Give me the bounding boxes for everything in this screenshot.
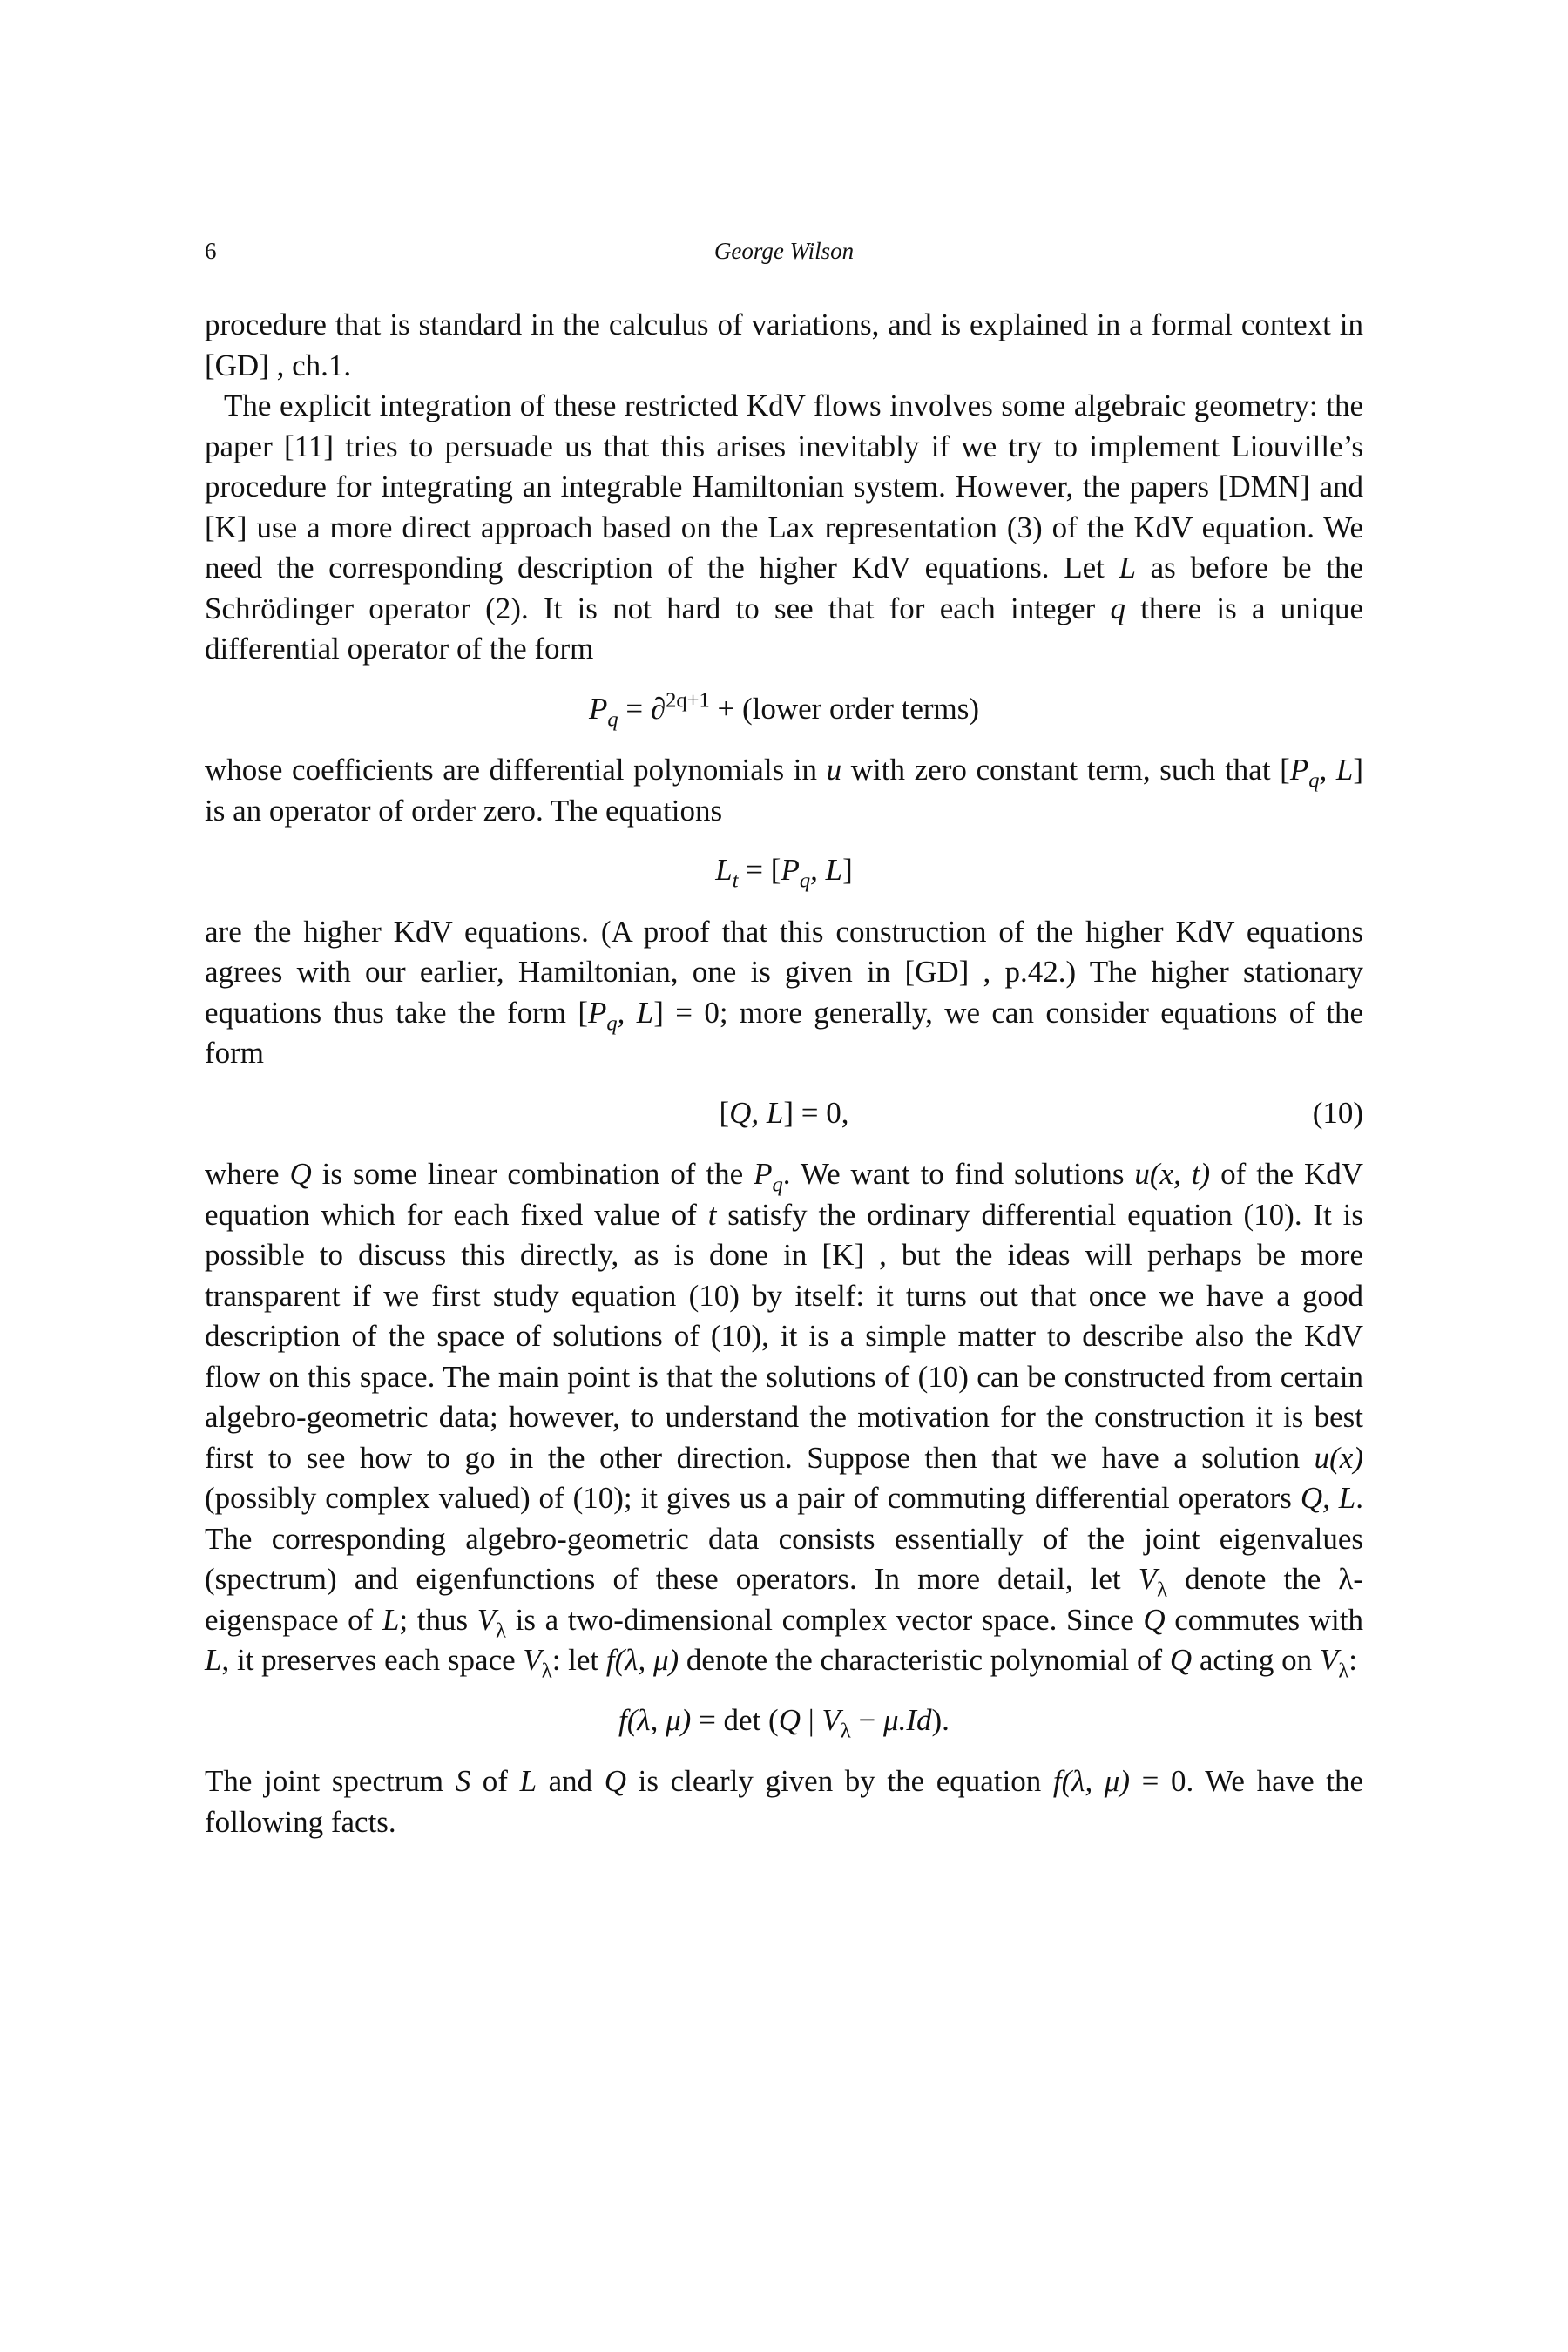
equation-number: (10): [1312, 1095, 1363, 1130]
display-equation: $L_t = [P_q$, L]: [715, 853, 853, 893]
running-head: George Wilson: [713, 238, 855, 264]
paragraph: The explicit integration of these restricted KdV flows involves some algebraic geometry: the paper [11] tries to persuade us that this arises inevitably if we try to implement Liouville’s procedure for integrating an integrable Hamiltonian system. However, the papers [DMN] and [K] use a more direct approach based on the Lax representation (3) of the KdV equation. We need the corresponding description of the higher KdV equations. Let L as before be the Schrödinger operator (2). It is not hard to see that for each integer q there is a unique differential operator of the form: [205, 389, 1363, 666]
paragraph: The joint spectrum S of L and Q is clearly given by the equation f(λ, μ) = 0. We have the following facts.: [205, 1764, 1364, 1839]
display-equation: [Q, L] = 0, (10): [205, 1093, 1363, 1134]
page-number: 6: [205, 238, 217, 264]
page-header: [205, 238, 1363, 273]
paragraph: where Q is some linear combination of the $P_q$. We want to find solutions u(x, t) of the KdV equation which for each fixed value of t satisfy the ordinary differential equation (10). It is possible to discuss this directly, as is done in [K] , but the ideas will perhaps be more transparent if we first study equation (10) by itself: it turns out that once we have a good description of the space of solutions of (10), it is a simple matter to describe also the KdV flow on this space. The main point is that the solutions of (10) can be constructed from certain algebro-geometric data; however, to understand the motivation for the construction it is best first to see how to go in the other direction. Suppose then that we have a solution u(x) (possibly complex valued) of (10); it gives us a pair of commuting differential operators Q, L. The corresponding algebro-geometric data consists essentially of the joint eigenvalues (spectrum) and eigenfunctions of these operators. In more detail, let $V_\lambda$ denote the λ-eigenspace of L; thus $V_\lambda$ is a two-dimensional complex vector space. Since Q commutes with L, it preserves each space $V_\lambda$: let f(λ, μ) denote the characteristic polynomial of Q acting on $V_\lambda$:: [205, 1157, 1363, 1683]
display-equation: $P_q = \partial^{2q+1}$ + (lower order terms): [588, 688, 980, 732]
paragraph: are the higher KdV equations. (A proof that this construction of the higher KdV equations agrees with our earlier, Hamiltonian, one is given in [GD] , p.42.) The higher stationary equations thus take the form [$P_q$, L] = 0; more generally, we can consider equations of the form: [205, 914, 1364, 1070]
paragraph: whose coefficients are differential polynomials in u with zero constant term, such that [$P_q$, L] is an operator of order zero. The equations: [205, 753, 1363, 828]
body-text: [205, 305, 1363, 1842]
display-equation: f(λ, μ) = det (Q | $V_\lambda - \mu.Id$).: [618, 1702, 950, 1743]
paragraph: procedure that is standard in the calculus of variations, and is explained in a formal context in [GD] , ch.1.: [205, 308, 1363, 382]
